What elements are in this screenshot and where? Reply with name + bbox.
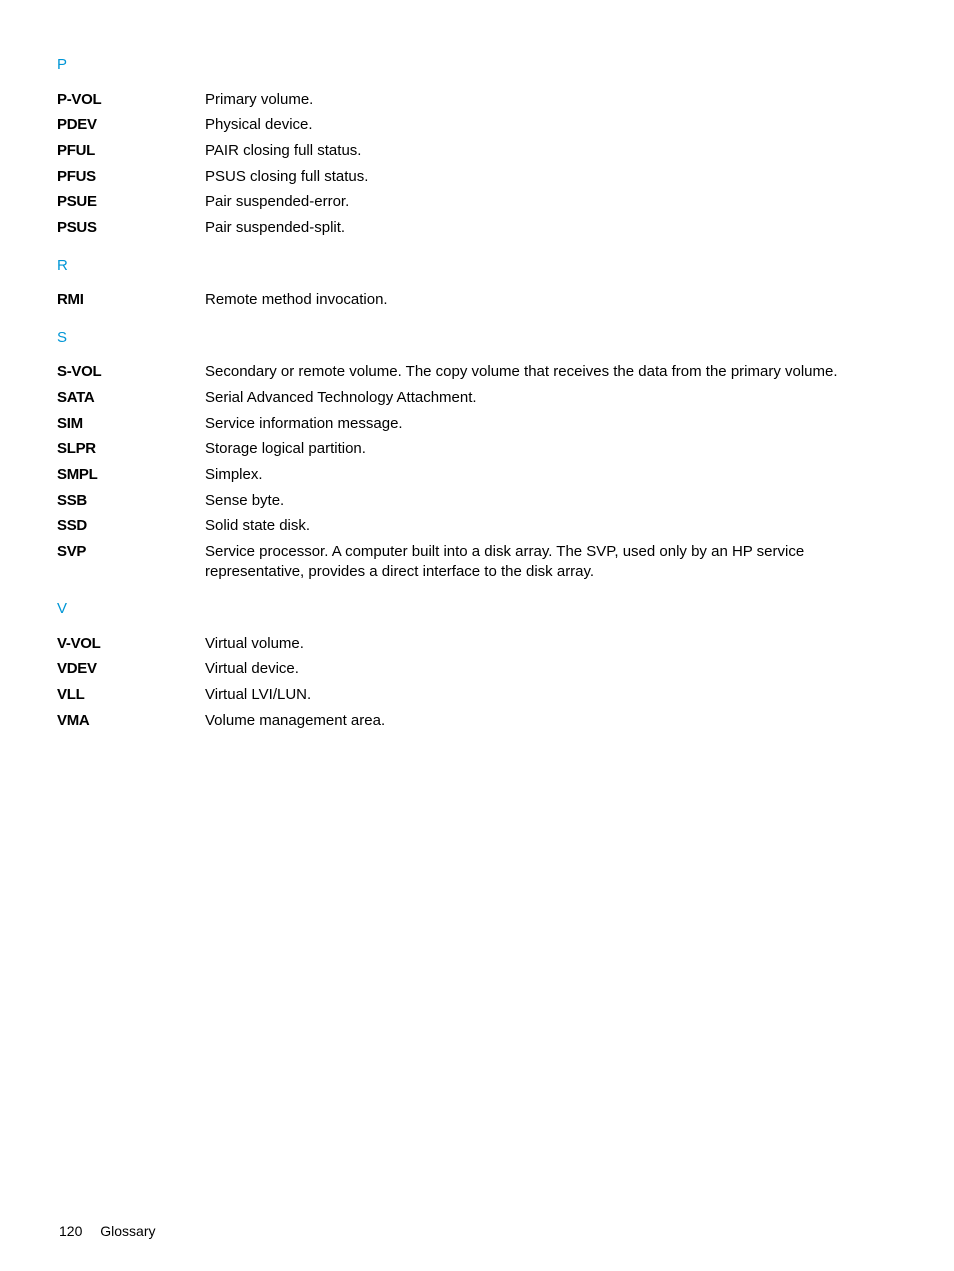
glossary-term: RMI [57,291,84,308]
glossary-term: SLPR [57,440,96,457]
section-letter-s: S [57,329,68,346]
glossary-term: VDEV [57,660,97,677]
glossary-term: S-VOL [57,363,102,380]
section-letter-p: P [57,56,68,73]
glossary-term: PFUS [57,168,96,185]
glossary-term: SSB [57,492,87,509]
glossary-term: VLL [57,686,85,703]
glossary-term: SIM [57,415,83,432]
page-footer [59,1222,155,1240]
glossary-definition: Sense byte. [205,492,285,509]
glossary-term: P-VOL [57,91,102,108]
glossary-term: PDEV [57,116,97,133]
glossary-term: SSD [57,517,87,534]
glossary-definition: Simplex. [205,466,263,483]
glossary-definition: PAIR closing full status. [205,142,362,159]
glossary-definition: Remote method invocation. [205,291,388,308]
glossary-definition: Primary volume. [205,91,314,108]
glossary-definition: PSUS closing full status. [205,168,369,185]
section-letter-v: V [57,600,68,617]
glossary-definition: Secondary or remote volume. The copy volume that receives the data from the primary volume. [205,363,838,380]
glossary-definition: Service information message. [205,415,403,432]
glossary-term: VMA [57,712,90,729]
glossary-definition: Physical device. [205,116,313,133]
glossary-term: SATA [57,389,95,406]
glossary-definition: Solid state disk. [205,517,311,534]
glossary-term: SVP [57,543,87,560]
glossary-definition: Service processor. A computer built into a disk array. The SVP, used only by an HP service representative, provides a direct interface to the disk array. [205,543,805,580]
glossary-definition: Volume management area. [205,712,386,729]
glossary-term: SMPL [57,466,98,483]
glossary-term: PFUL [57,142,95,159]
glossary-definition: Pair suspended-error. [205,193,350,210]
glossary-definition: Serial Advanced Technology Attachment. [205,389,477,406]
glossary-definition: Pair suspended-split. [205,219,346,236]
glossary-term: PSUS [57,219,97,236]
glossary-definition: Storage logical partition. [205,440,366,457]
footer-section-title: Glossary [100,1223,156,1239]
glossary-definition: Virtual device. [205,660,299,677]
glossary-term: PSUE [57,193,97,210]
glossary-term: V-VOL [57,635,101,652]
glossary-definition: Virtual volume. [205,635,304,652]
page-number: 120 [59,1223,83,1239]
glossary-definition: Virtual LVI/LUN. [205,686,312,703]
section-letter-r: R [57,257,68,274]
